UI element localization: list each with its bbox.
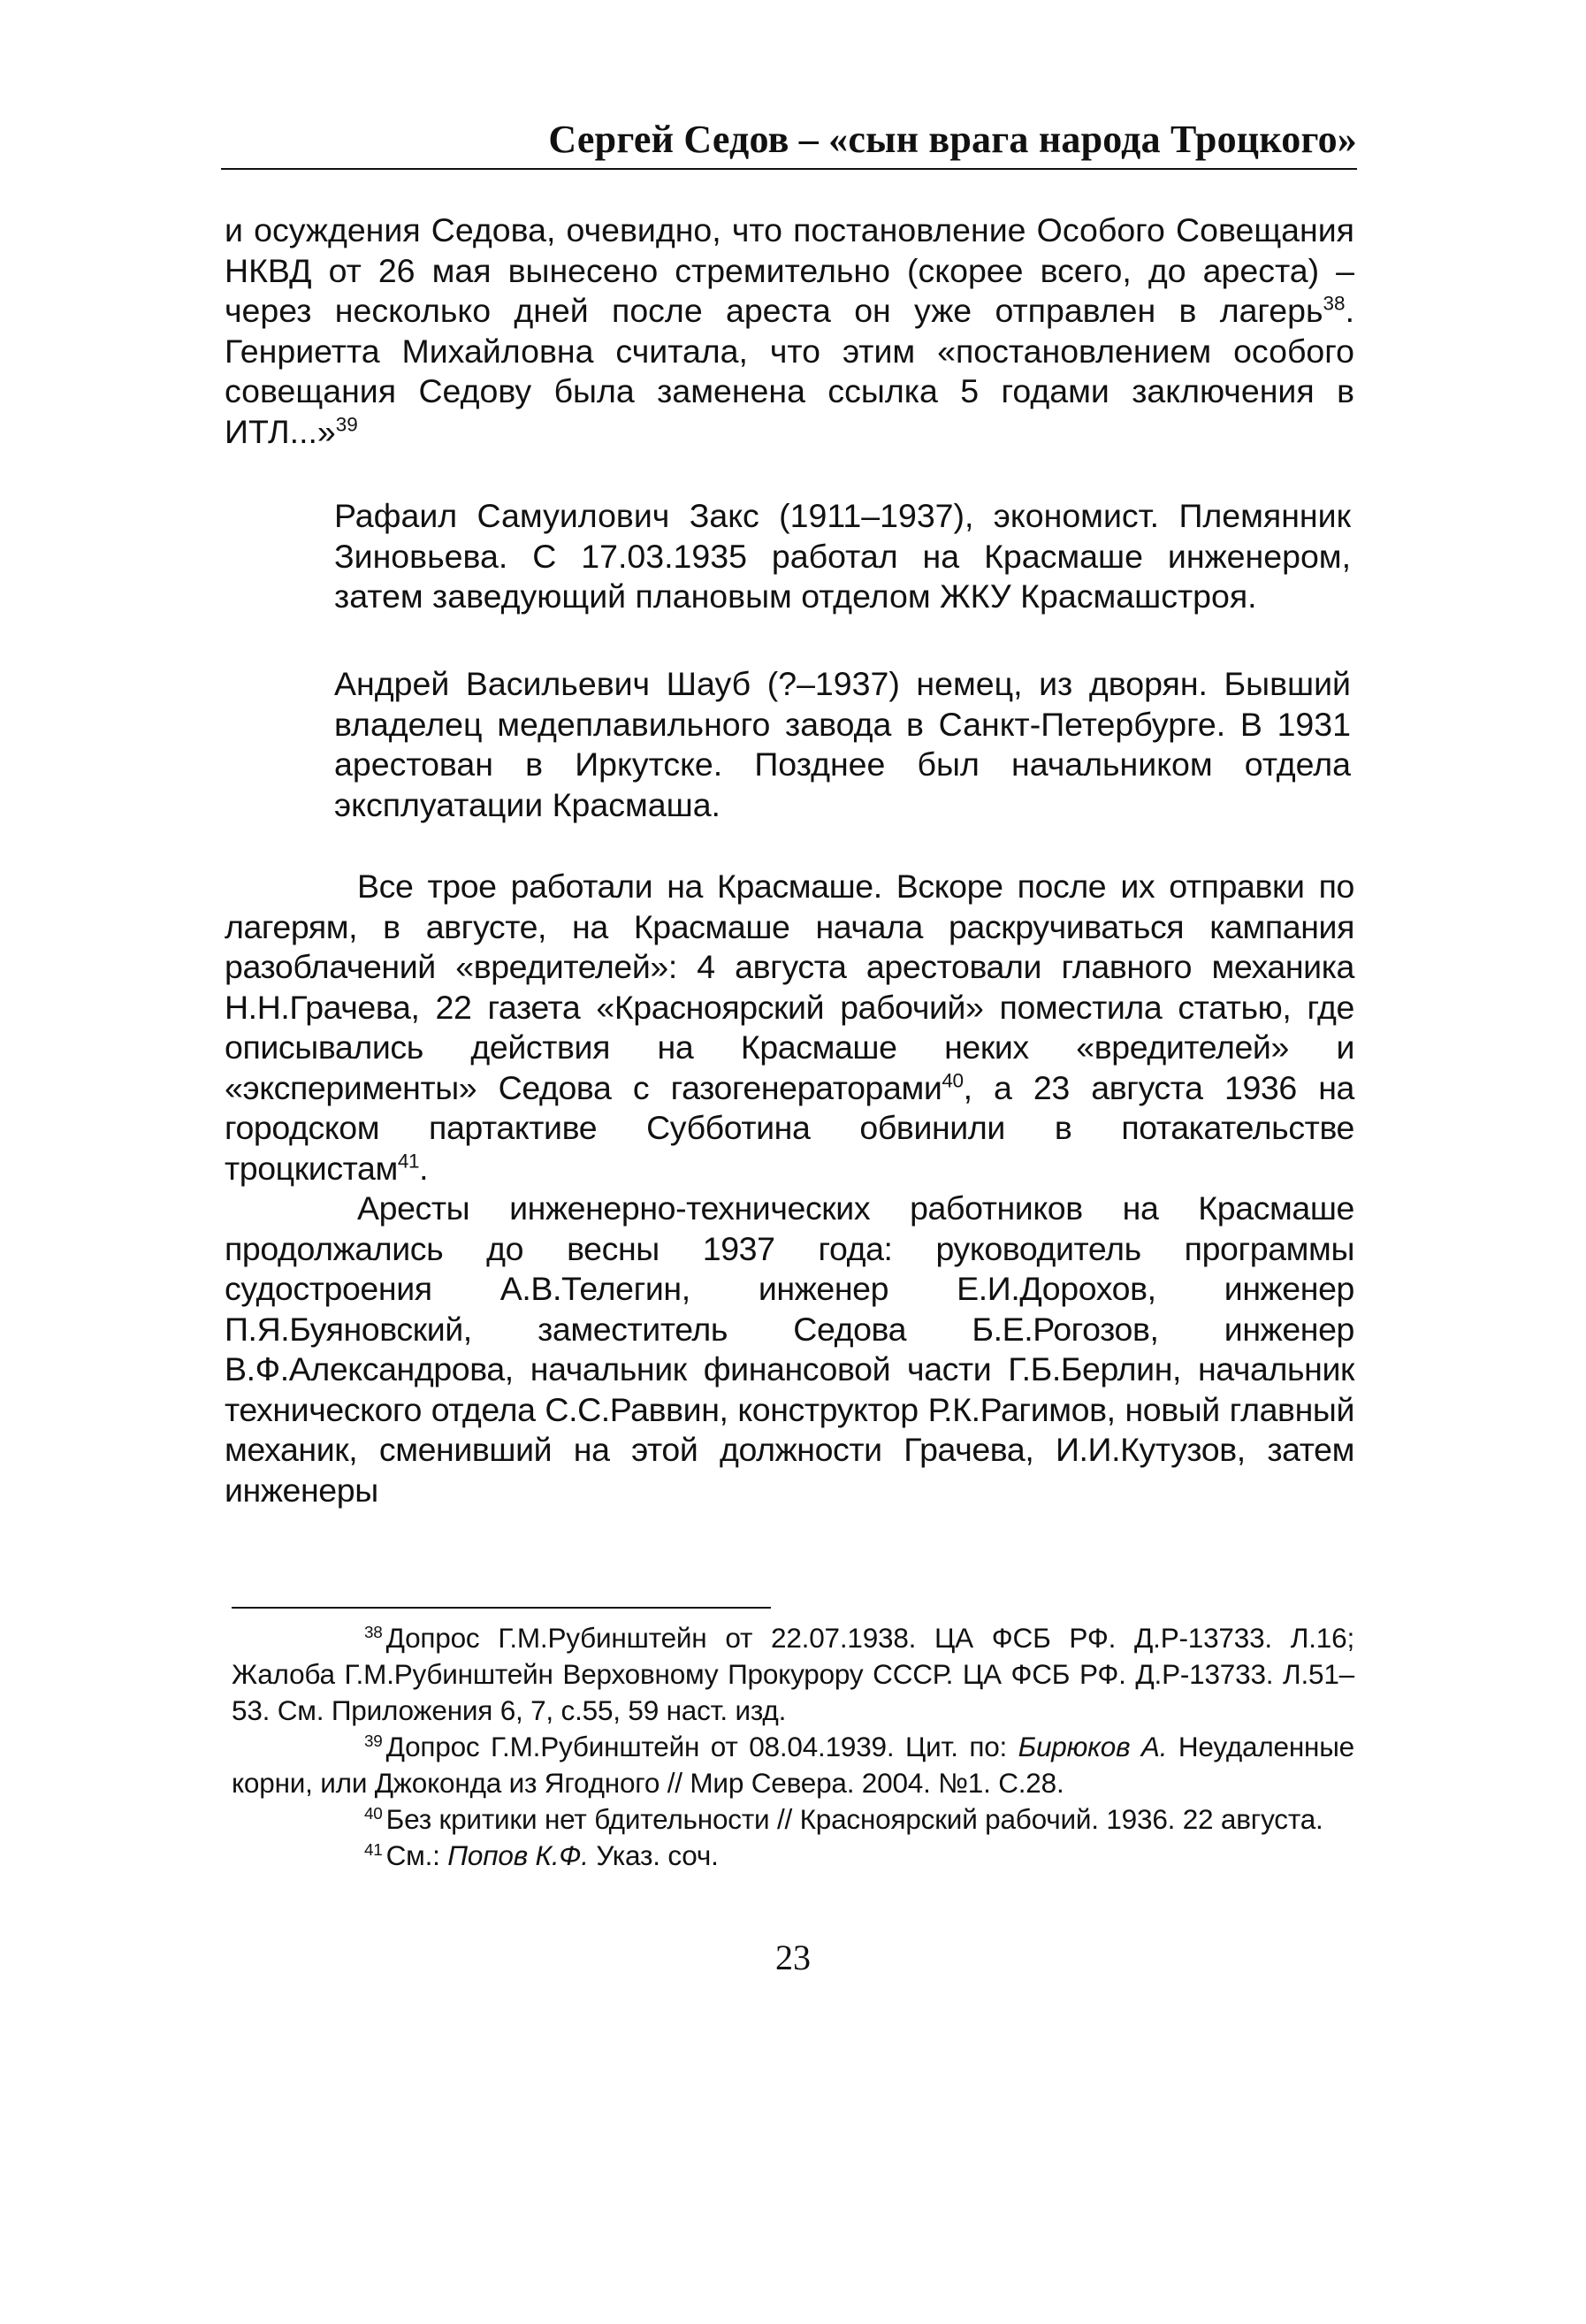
paragraph-three-text: Все трое работали на Красмаше. Вскоре после их отправки по лагерям, в августе, на Красмаше начала раскручиваться кампания разоблачений «вредителей»: 4 августа арестовали главного механика Н.Н.Грачева, 22 газета «Красноярский рабочий» поместила статью, где описывались действия на Красмаше неких «вредителей» и «эксперименты» Седова с газогенераторами bbox=[225, 868, 1354, 1106]
intro-text-continued: . Генриетта Михайловна считала, что этим «постановлением особого совещания Седову была заменена ссылка 5 годами заключения в ИТЛ...» bbox=[225, 292, 1354, 450]
paragraph-three-text-continued: , а 23 августа 1936 на городском партактиве Субботина обвинили в потакательстве троцкистам bbox=[225, 1068, 1354, 1187]
footnote-text: Без критики нет бдительности // Красноярский рабочий. 1936. 22 августа. bbox=[385, 1803, 1323, 1835]
intro-paragraph bbox=[225, 210, 1354, 452]
footnote-ref-41[interactable]: 41 bbox=[397, 1150, 420, 1172]
footnote-text-continued: Неудаленные корни, или Джоконда из Ягодного // Мир Севера. 2004. №1. С.28. bbox=[232, 1731, 1355, 1799]
intro-text: и осуждения Седова, очевидно, что постановление Особого Совещания НКВД от 26 мая вынесено стремительно (скорее всего, до ареста) – через несколько дней после ареста он уже отправлен в лагерь bbox=[225, 211, 1354, 329]
footnote-40 bbox=[232, 1801, 1354, 1838]
footnote-text-continued: Указ. соч. bbox=[588, 1839, 719, 1871]
biography-shaub: Андрей Васильевич Шауб (?–1937) немец, из дворян. Бывший владелец медеплавильного завода в Санкт-Петербурге. В 1931 арестован в Иркутске. Позднее был начальником отдела эксплуатации Красмаша. bbox=[334, 665, 1351, 823]
footnote-38 bbox=[232, 1620, 1354, 1729]
footnote-39 bbox=[232, 1729, 1354, 1801]
footnote-rule bbox=[232, 1607, 771, 1609]
running-head-rule bbox=[221, 168, 1357, 170]
paragraph-arrests: Аресты инженерно-технических работников на Красмаше продолжались до весны 1937 года: руководитель программы судостроения А.В.Телегин, инженер Е.И.Дорохов, инженер П.Я.Буяновский, заместитель Седова Б.Е.Рогозов, инженер В.Ф.Александрова, начальник финансовой части Г.Б.Берлин, начальник технического отдела С.С.Раввин, конструктор Р.К.Рагимов, новый главный механик, сменивший на этой должности Грачева, И.И.Кутузов, затем инженеры bbox=[225, 1189, 1354, 1509]
footnote-ref-39[interactable]: 39 bbox=[335, 413, 358, 435]
main-text bbox=[225, 867, 1354, 1510]
footnotes bbox=[232, 1620, 1354, 1874]
footnote-number: 39 bbox=[364, 1732, 383, 1751]
running-head: Сергей Седов – «сын врага народа Троцкого» bbox=[548, 118, 1357, 161]
footnote-number: 40 bbox=[364, 1804, 383, 1823]
footnote-text: Допрос Г.М.Рубинштейн от 08.04.1939. Цит. по: bbox=[385, 1731, 1018, 1762]
footnote-number: 38 bbox=[364, 1623, 383, 1642]
footnote-ref-38[interactable]: 38 bbox=[1323, 292, 1346, 315]
footnote-number: 41 bbox=[364, 1840, 383, 1860]
footnote-author: Бирюков А. bbox=[1018, 1731, 1168, 1762]
footnote-41 bbox=[232, 1838, 1354, 1874]
paragraph-three-end: . bbox=[419, 1149, 429, 1187]
footnote-author: Попов К.Ф. bbox=[447, 1839, 589, 1871]
biography-zaks: Рафаил Самуилович Закс (1911–1937), экономист. Племянник Зиновьева. С 17.03.1935 работал на Красмаше инженером, затем заведующий плановым отделом ЖКУ Красмашстроя. bbox=[334, 497, 1351, 615]
paragraph-krasmash-campaign bbox=[225, 867, 1354, 1189]
page-number: 23 bbox=[775, 1938, 811, 1977]
footnote-ref-40[interactable]: 40 bbox=[942, 1069, 964, 1091]
footnote-text: Допрос Г.М.Рубинштейн от 22.07.1938. ЦА ФСБ РФ. Д.Р-13733. Л.16; Жалоба Г.М.Рубинштейн Верховному Прокурору СССР. ЦА ФСБ РФ. Д.Р-13733. Л.51–53. См. Приложения 6, 7, с.55, 59 наст. изд. bbox=[232, 1622, 1354, 1726]
footnote-text: См.: bbox=[385, 1839, 448, 1871]
